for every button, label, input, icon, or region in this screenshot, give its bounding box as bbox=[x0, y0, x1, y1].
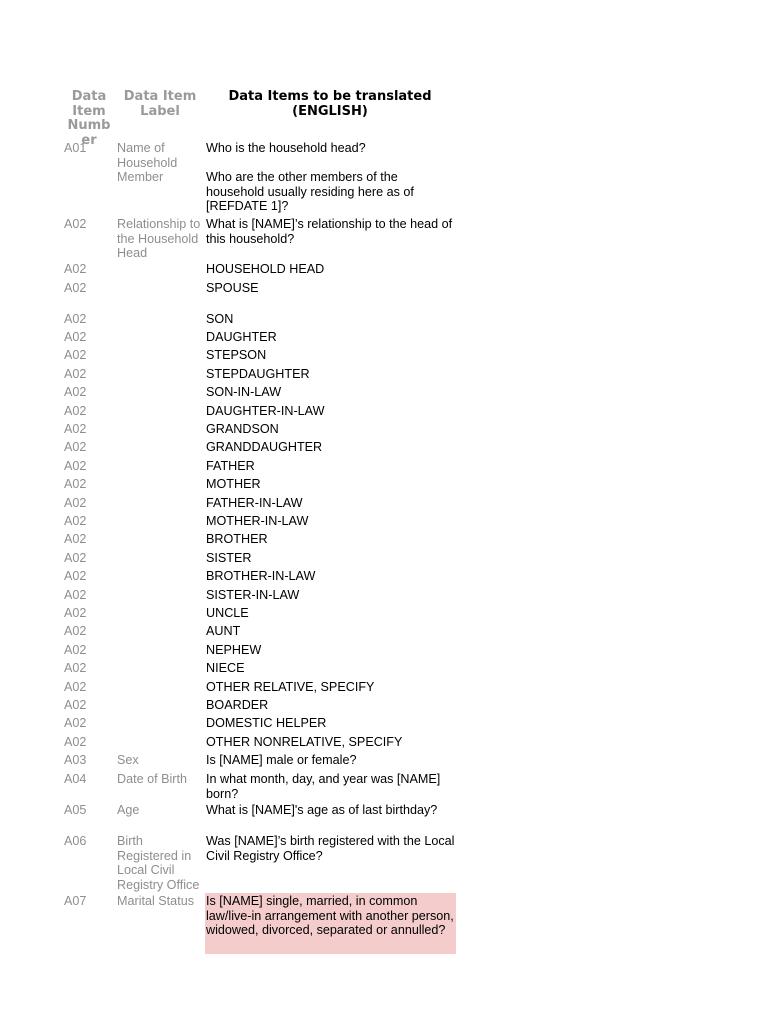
data-item-number-cell: A02 bbox=[64, 716, 87, 730]
data-item-text-cell: SISTER bbox=[206, 551, 252, 565]
data-item-text-cell: OTHER RELATIVE, SPECIFY bbox=[206, 680, 375, 694]
data-item-number-cell: A02 bbox=[64, 588, 87, 602]
data-item-number-cell: A01 bbox=[64, 141, 87, 155]
data-item-number-cell: A02 bbox=[64, 624, 87, 638]
data-item-number-cell: A03 bbox=[64, 753, 87, 767]
data-item-text-cell: Who is the household head? bbox=[206, 141, 366, 155]
data-item-number-cell: A02 bbox=[64, 330, 87, 344]
data-item-text-cell: STEPDAUGHTER bbox=[206, 367, 310, 381]
data-item-number-cell: A02 bbox=[64, 569, 87, 583]
data-item-text-cell: What is [NAME]'s age as of last birthday? bbox=[206, 803, 438, 817]
data-item-number-cell: A02 bbox=[64, 312, 87, 326]
data-item-number-cell: A02 bbox=[64, 404, 87, 418]
data-item-text-cell: FATHER bbox=[206, 459, 255, 473]
data-item-number-cell: A02 bbox=[64, 281, 87, 295]
data-item-number-cell: A02 bbox=[64, 217, 87, 231]
data-item-text-cell: NEPHEW bbox=[206, 643, 262, 657]
data-item-label-cell: Sex bbox=[117, 753, 139, 767]
data-item-text-cell: In what month, day, and year was [NAME] born? bbox=[206, 772, 441, 801]
data-item-text-cell: NIECE bbox=[206, 661, 245, 675]
data-item-number-cell: A04 bbox=[64, 772, 87, 786]
data-item-text-cell: SON bbox=[206, 312, 234, 326]
data-item-text-cell: AUNT bbox=[206, 624, 241, 638]
data-item-label-cell: Relationship to the Household Head bbox=[117, 217, 201, 260]
data-item-number-cell: A02 bbox=[64, 735, 87, 749]
data-item-text-cell: UNCLE bbox=[206, 606, 249, 620]
data-item-label-cell: Marital Status bbox=[117, 894, 194, 908]
data-item-text-cell: DAUGHTER-IN-LAW bbox=[206, 404, 325, 418]
data-item-number-cell: A02 bbox=[64, 551, 87, 565]
data-item-text-cell: BOARDER bbox=[206, 698, 269, 712]
header-text-line2: (ENGLISH) bbox=[292, 103, 368, 119]
data-item-text-cell: What is [NAME]’s relationship to the head of this household? bbox=[206, 217, 453, 246]
data-item-text-cell: SON-IN-LAW bbox=[206, 385, 282, 399]
data-item-text-cell: MOTHER-IN-LAW bbox=[206, 514, 309, 528]
data-item-label-cell: Age bbox=[117, 803, 140, 817]
data-item-text-cell: BROTHER-IN-LAW bbox=[206, 569, 316, 583]
data-item-number-cell: A06 bbox=[64, 834, 87, 848]
data-item-number-cell: A05 bbox=[64, 803, 87, 817]
data-item-text-cell: FATHER-IN-LAW bbox=[206, 496, 303, 510]
data-item-text-cell: MOTHER bbox=[206, 477, 261, 491]
data-item-text-cell: GRANDDAUGHTER bbox=[206, 440, 323, 454]
data-item-number-cell: A02 bbox=[64, 606, 87, 620]
data-item-text-cell: STEPSON bbox=[206, 348, 267, 362]
data-item-text-cell: OTHER NONRELATIVE, SPECIFY bbox=[206, 735, 403, 749]
data-item-number-cell: A07 bbox=[64, 894, 87, 908]
header-data-item-number: Data Item Numb er bbox=[67, 89, 111, 148]
data-item-number-cell: A02 bbox=[64, 680, 87, 694]
data-item-number-cell: A02 bbox=[64, 643, 87, 657]
data-item-text-cell: DOMESTIC HELPER bbox=[206, 716, 327, 730]
data-item-number-cell: A02 bbox=[64, 367, 87, 381]
data-item-number-cell: A02 bbox=[64, 661, 87, 675]
data-item-text-cell: GRANDSON bbox=[206, 422, 279, 436]
data-item-number-cell: A02 bbox=[64, 496, 87, 510]
header-data-items-english bbox=[205, 90, 455, 119]
data-item-number-cell: A02 bbox=[64, 262, 87, 276]
data-item-text-cell: HOUSEHOLD HEAD bbox=[206, 262, 325, 276]
data-item-label-cell: Birth Registered in Local Civil Registry Office bbox=[117, 834, 200, 892]
header-text-line1: Data Items to be translated bbox=[228, 89, 432, 104]
data-item-text-cell: BROTHER bbox=[206, 532, 268, 546]
data-item-number-cell: A02 bbox=[64, 514, 87, 528]
data-item-number-cell: A02 bbox=[64, 459, 87, 473]
data-item-label-cell: Name of Household Member bbox=[117, 141, 178, 184]
data-item-number-cell: A02 bbox=[64, 532, 87, 546]
data-item-label-cell: Date of Birth bbox=[117, 772, 187, 786]
data-item-text-cell: Is [NAME] male or female? bbox=[206, 753, 357, 767]
data-item-number-cell: A02 bbox=[64, 477, 87, 491]
data-item-text-cell: SPOUSE bbox=[206, 281, 259, 295]
data-item-number-cell: A02 bbox=[64, 422, 87, 436]
header-data-item-label: Data Item Label bbox=[123, 89, 197, 119]
data-item-number-cell: A02 bbox=[64, 440, 87, 454]
data-item-text-cell: Is [NAME] single, married, in common law/live-in arrangement with another person, widowed, divorced, separated or annulled? bbox=[206, 894, 454, 937]
data-item-text-cell: Was [NAME]’s birth registered with the Local Civil Registry Office? bbox=[206, 834, 455, 863]
data-item-number-cell: A02 bbox=[64, 698, 87, 712]
data-item-text-cell: Who are the other members of the household usually residing here as of [REFDATE 1]? bbox=[206, 170, 414, 213]
data-item-number-cell: A02 bbox=[64, 348, 87, 362]
data-item-text-cell: DAUGHTER bbox=[206, 330, 277, 344]
data-item-number-cell: A02 bbox=[64, 385, 87, 399]
data-item-text-cell: SISTER-IN-LAW bbox=[206, 588, 300, 602]
